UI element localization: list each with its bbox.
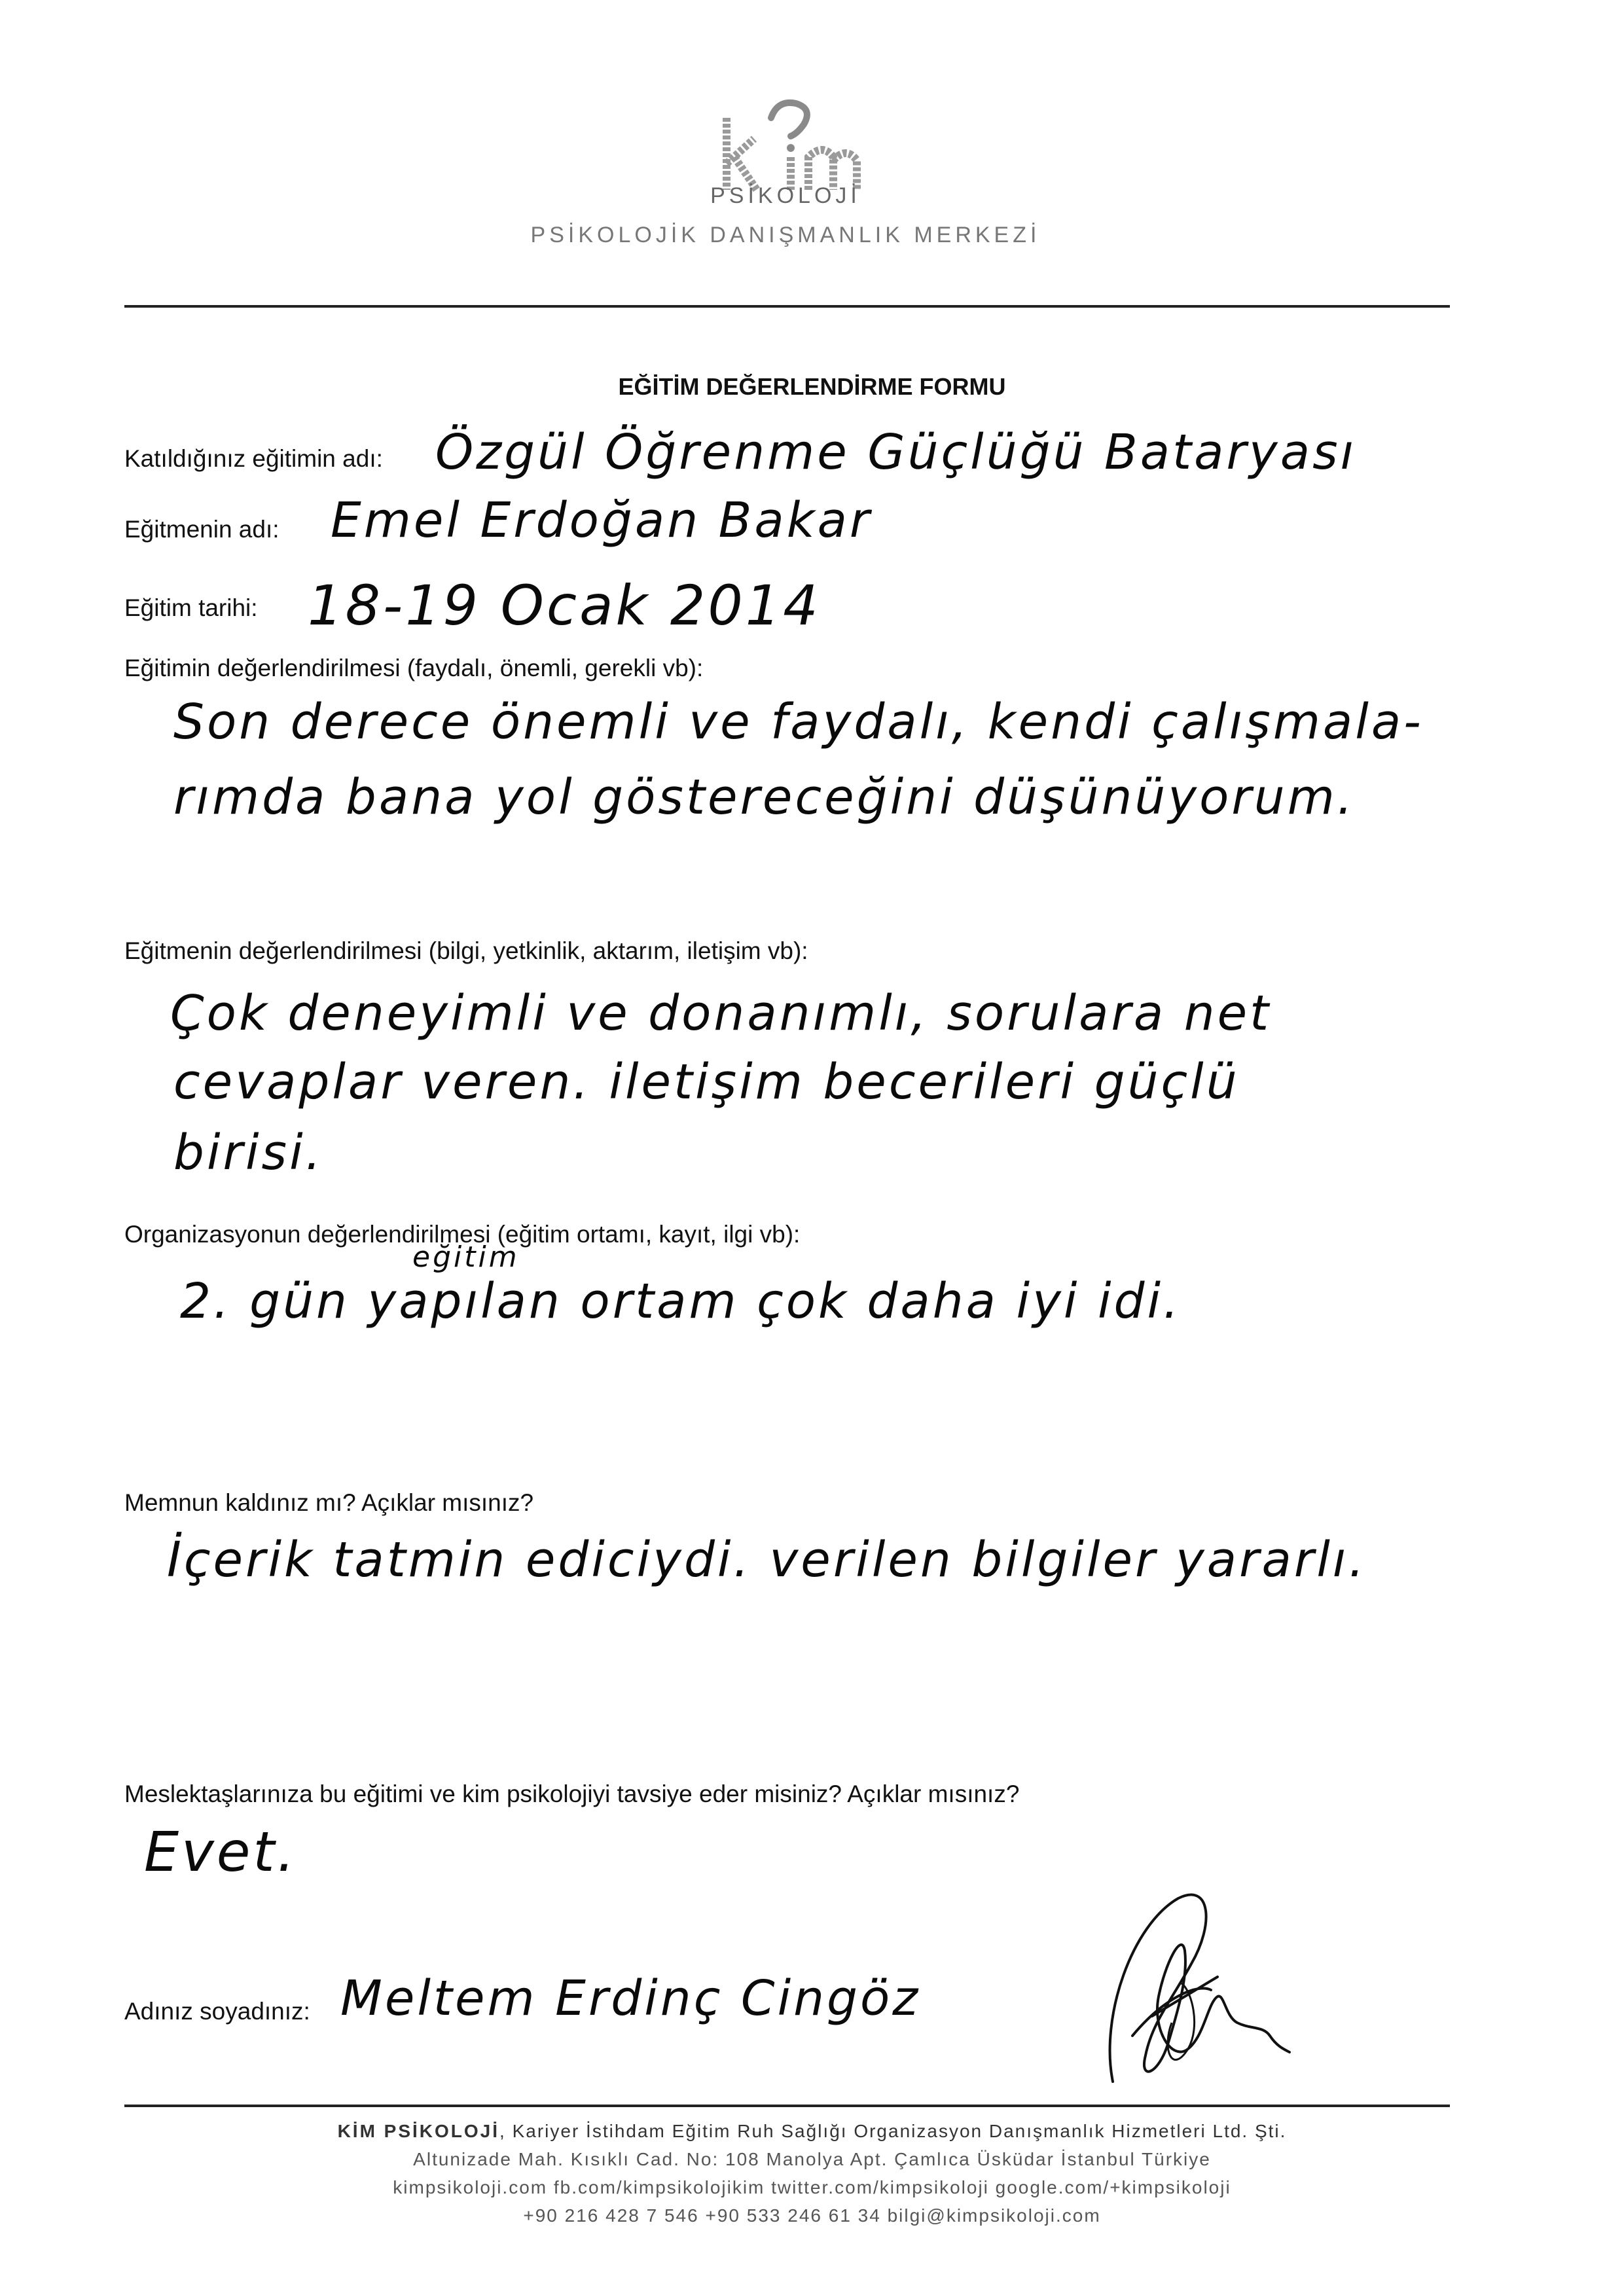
- training-evaluation-line-2: rımda bana yol göstereceğini düşünüyorum.: [173, 769, 1356, 825]
- logo-subtitle: PSİKOLOJİK DANIŞMANLIK MERKEZİ: [530, 223, 1041, 247]
- organization-evaluation-value: 2. gün yapılan ortam çok daha iyi idi.: [180, 1273, 1182, 1329]
- organization-evaluation-label: Organizasyonun değerlendirilmesi (eğitim ortamı, kayıt, ilgi vb):: [124, 1221, 801, 1248]
- footer-address: Altunizade Mah. Kısıklı Cad. No: 108 Manolya Apt. Çamlıca Üsküdar İstanbul Türkiye: [413, 2149, 1211, 2169]
- respondent-name-value: Meltem Erdinç Cingöz: [340, 1970, 921, 2027]
- trainer-evaluation-label: Eğitmenin değerlendirilmesi (bilgi, yetkinlik, aktarım, iletişim vb):: [124, 937, 808, 964]
- footer-brand: KİM PSİKOLOJİ: [337, 2121, 500, 2141]
- training-evaluation-line-1: Son derece önemli ve faydalı, kendi çalışmala-: [173, 694, 1424, 750]
- handwritten-signature: [1074, 1885, 1335, 2101]
- footer-contact: +90 216 428 7 546 +90 533 246 61 34 bilgi@kimpsikoloji.com: [523, 2205, 1101, 2226]
- satisfaction-value: İçerik tatmin ediciydi. verilen bilgiler yararlı.: [167, 1532, 1367, 1588]
- training-date-value: 18-19 Ocak 2014: [308, 573, 821, 638]
- training-evaluation-label: Eğitimin değerlendirilmesi (faydalı, önemli, gerekli vb):: [124, 655, 704, 681]
- footer-web-links: kimpsikoloji.com fb.com/kimpsikolojikim twitter.com/kimpsikoloji google.com/+kimpsikoloji: [393, 2177, 1231, 2197]
- trainer-evaluation-line-3: birisi.: [173, 1125, 324, 1181]
- form-title: EĞİTİM DEĞERLENDİRME FORMU: [618, 373, 1006, 400]
- header-divider: [124, 305, 1450, 308]
- trainer-name-label: Eğitmenin adı:: [124, 516, 280, 543]
- recommend-label: Meslektaşlarınıza bu eğitimi ve kim psikolojiyi tavsiye eder misiniz? Açıklar mısınız?: [124, 1780, 1020, 1807]
- footer-company-details: , Kariyer İstihdam Eğitim Ruh Sağlığı Organizasyon Danışmanlık Hizmetleri Ltd. Şti.: [499, 2121, 1287, 2141]
- satisfaction-label: Memnun kaldınız mı? Açıklar mısınız?: [124, 1489, 534, 1516]
- training-date-label: Eğitim tarihi:: [124, 594, 258, 621]
- organization-evaluation-insertion: eğitim: [412, 1240, 520, 1274]
- footer-company-line: [0, 2121, 1624, 2142]
- trainer-evaluation-line-2: cevaplar veren. iletişim becerileri güçlü: [173, 1054, 1240, 1110]
- training-name-value: Özgül Öğrenme Güçlüğü Bataryası: [435, 424, 1357, 480]
- footer-divider: [124, 2105, 1450, 2107]
- trainer-name-value: Emel Erdoğan Bakar: [331, 492, 873, 549]
- trainer-evaluation-line-1: Çok deneyimli ve donanımlı, sorulara net: [170, 985, 1272, 1041]
- training-name-label: Katıldığınız eğitimin adı:: [124, 445, 383, 472]
- logo-wordmark: PSİKOLOJİ: [710, 183, 861, 208]
- recommend-value: Evet.: [144, 1820, 298, 1884]
- respondent-name-label: Adınız soyadınız:: [124, 1998, 310, 2025]
